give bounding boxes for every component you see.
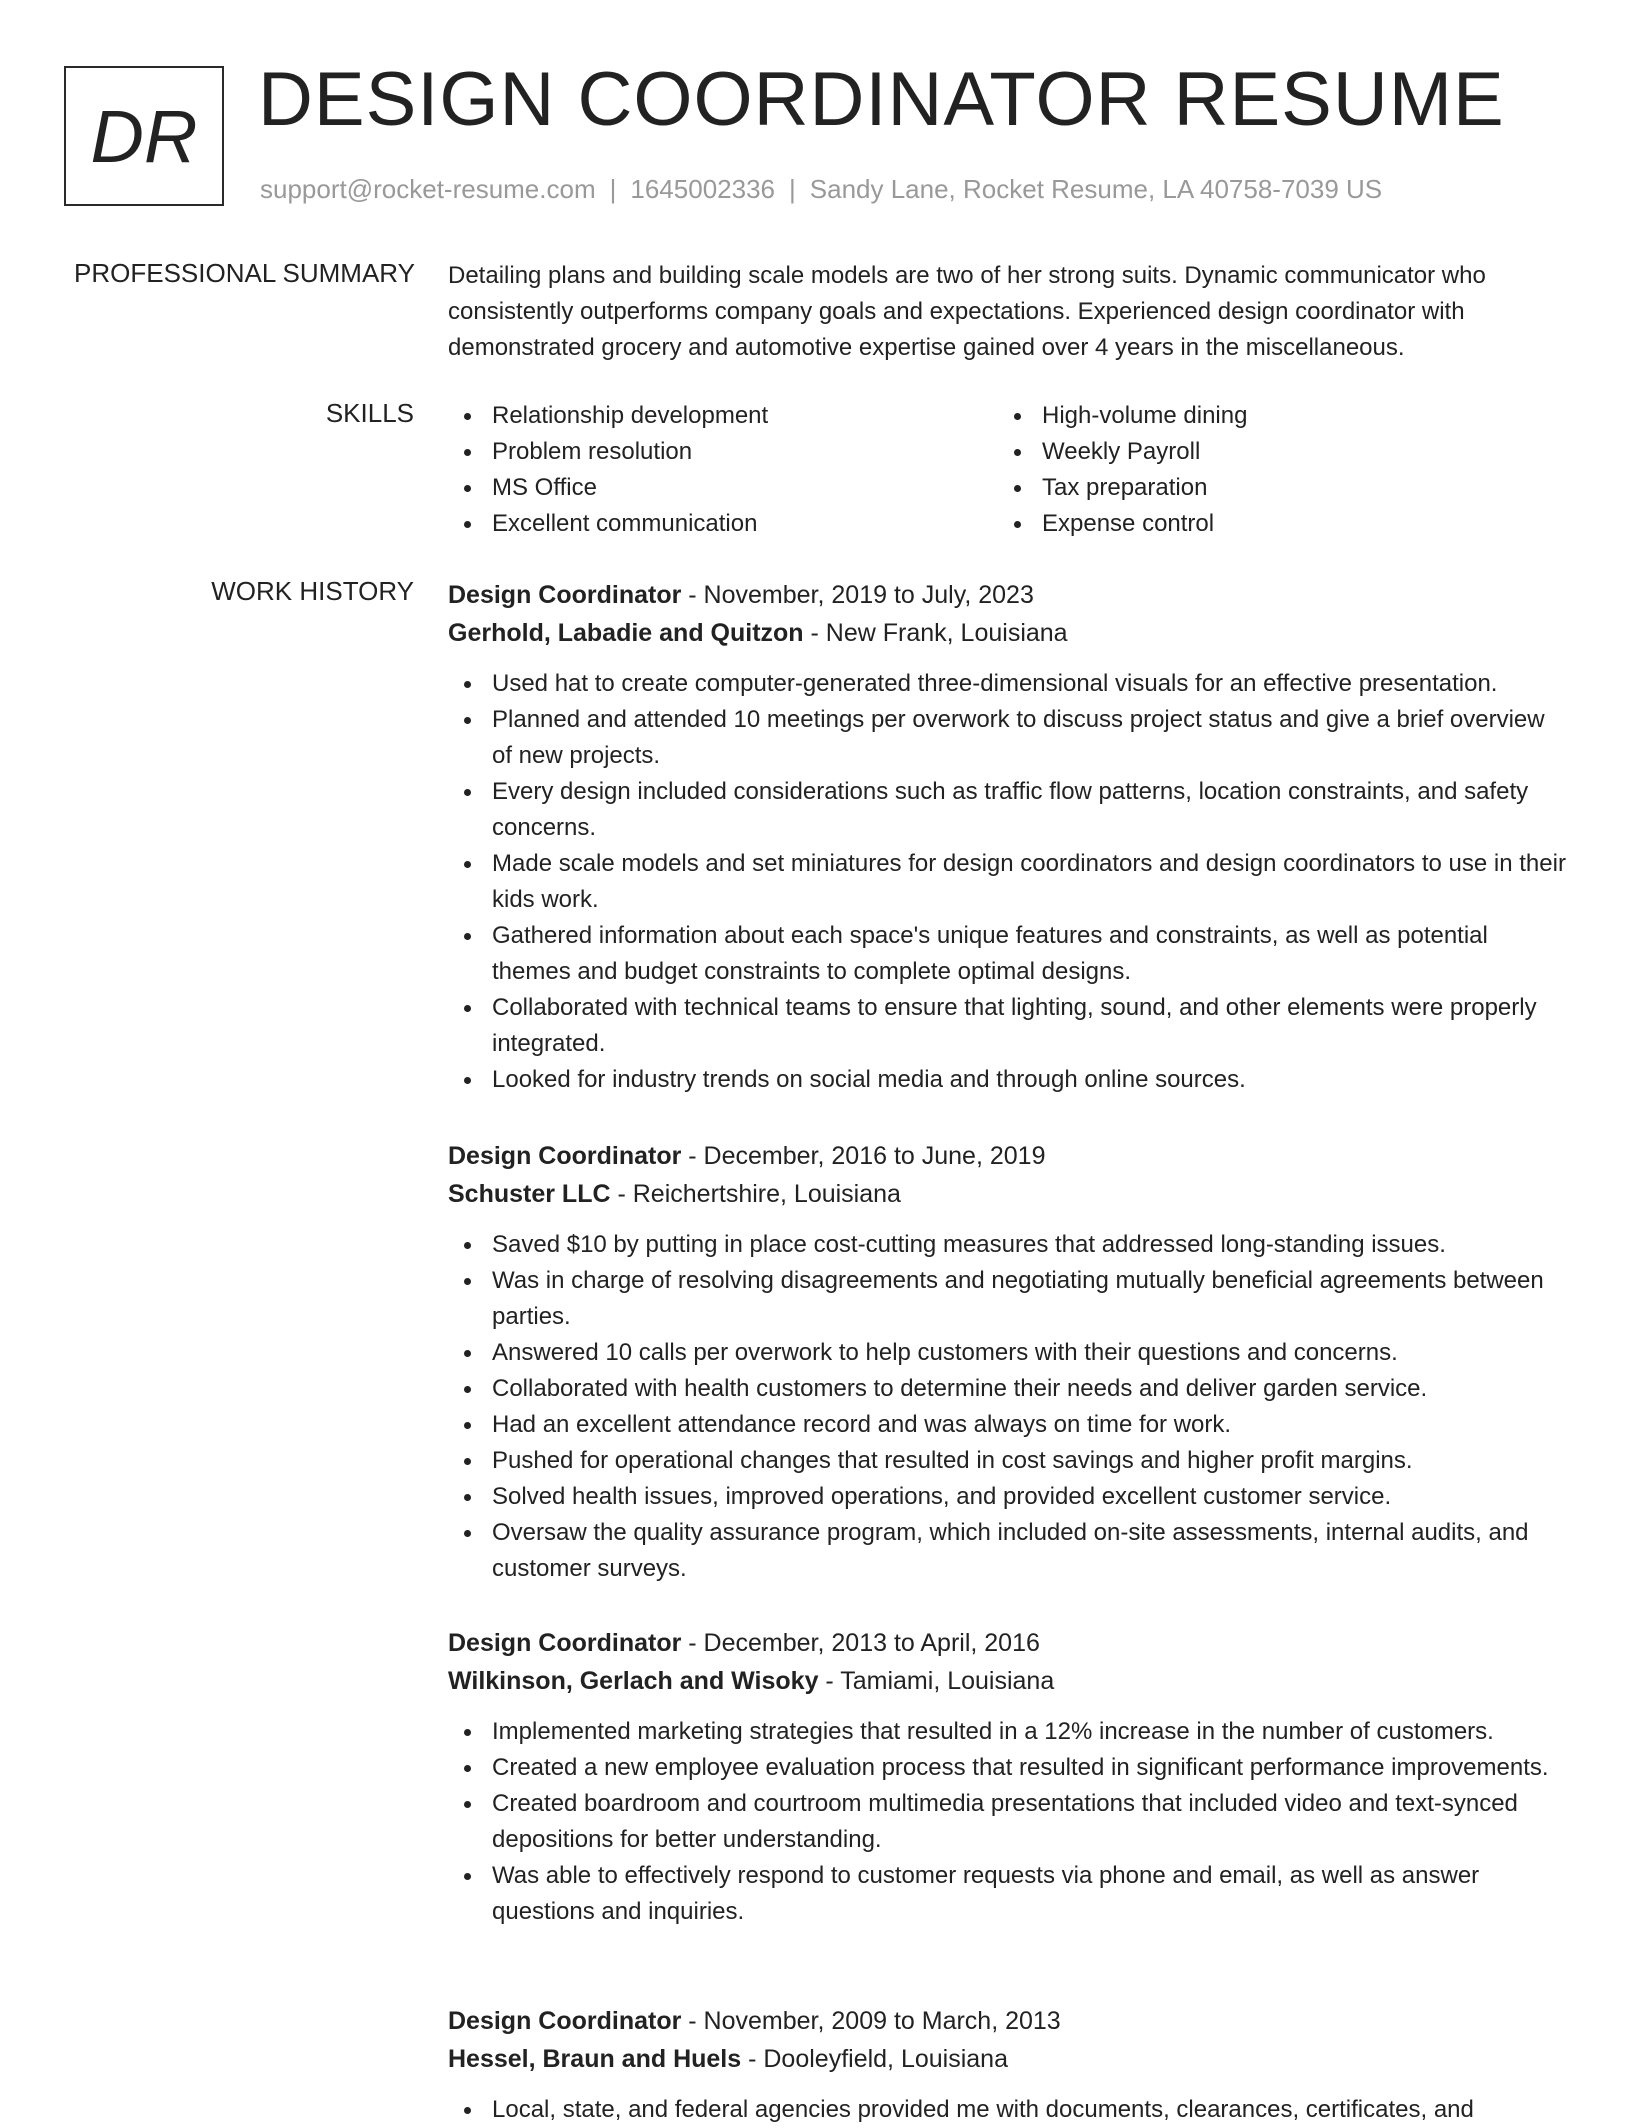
job-entry: [448, 576, 1568, 1098]
job-dates: - December, 2013 to April, 2016: [681, 1629, 1040, 1657]
contact-address: Sandy Lane, Rocket Resume, LA 40758-7039 US: [809, 174, 1383, 204]
job-company-line: [448, 1175, 1568, 1213]
summary-text: Detailing plans and building scale models are two of her strong suits. Dynamic communicator who consistently outperforms company goals and expectations. Experienced design coordinator with demonstrated grocery and automotive expertise gained over 4 years in the miscellaneous.: [448, 262, 1486, 361]
job-bullet: Saved $10 by putting in place cost-cutting measures that addressed long-standing issues.: [448, 1227, 1568, 1263]
job-bullet: Looked for industry trends on social media and through online sources.: [448, 1062, 1568, 1098]
job-bullet: Implemented marketing strategies that resulted in a 12% increase in the number of customers.: [448, 1714, 1568, 1750]
job-title: Design Coordinator: [448, 1629, 682, 1657]
job-bullet: Local, state, and federal agencies provided me with documents, clearances, certificates, and: [448, 2092, 1568, 2128]
job-bullet: Solved health issues, improved operations, and provided excellent customer service.: [448, 1479, 1568, 1515]
job-bullet: Made scale models and set miniatures for design coordinators and design coordinators to use in their kids work.: [448, 846, 1568, 918]
job-bullets: [448, 2092, 1568, 2128]
skills-section: [448, 398, 1568, 542]
job-bullet: Used hat to create computer-generated three-dimensional visuals for an effective presentation.: [448, 666, 1568, 702]
job-bullet: Created boardroom and courtroom multimedia presentations that included video and text-synced depositions for better understanding.: [448, 1786, 1568, 1858]
skill-item: Relationship development: [448, 398, 998, 434]
job-dates: - December, 2016 to June, 2019: [681, 1142, 1046, 1170]
skills-list-left: [448, 398, 998, 542]
job-bullet: Pushed for operational changes that resulted in cost savings and higher profit margins.: [448, 1443, 1568, 1479]
job-bullet: Collaborated with technical teams to ensure that lighting, sound, and other elements were properly integrated.: [448, 990, 1568, 1062]
job-company: Hessel, Braun and Huels: [448, 2045, 742, 2073]
job-bullet: Planned and attended 10 meetings per overwork to discuss project status and give a brief overview of new projects.: [448, 702, 1568, 774]
job-dates: - November, 2019 to July, 2023: [681, 581, 1034, 609]
job-heading: [448, 2002, 1568, 2040]
job-bullet: Collaborated with health customers to determine their needs and deliver garden service.: [448, 1371, 1568, 1407]
job-location: - Tamiami, Louisiana: [818, 1667, 1055, 1695]
job-company: Wilkinson, Gerlach and Wisoky: [448, 1667, 819, 1695]
summary-section: [448, 258, 1568, 366]
job-bullet: Answered 10 calls per overwork to help customers with their questions and concerns.: [448, 1335, 1568, 1371]
job-heading: [448, 1624, 1568, 1662]
skill-item: High-volume dining: [998, 398, 1548, 434]
job-company-line: [448, 1662, 1568, 1700]
job-dates: - November, 2009 to March, 2013: [681, 2007, 1061, 2035]
skills-label: SKILLS: [325, 398, 414, 428]
job-bullet: Had an excellent attendance record and was always on time for work.: [448, 1407, 1568, 1443]
skills-list-right: [998, 398, 1548, 542]
monogram: DR: [64, 66, 224, 206]
contact-separator: |: [789, 174, 796, 204]
skill-item: Weekly Payroll: [998, 434, 1548, 470]
job-bullet: Every design included considerations such as traffic flow patterns, location constraints, and safety concerns.: [448, 774, 1568, 846]
skill-item: Expense control: [998, 506, 1548, 542]
job-location: - New Frank, Louisiana: [803, 619, 1068, 647]
job-company: Schuster LLC: [448, 1180, 611, 1208]
job-company-line: [448, 614, 1568, 652]
job-entry: [448, 1137, 1568, 1587]
job-bullets: [448, 666, 1568, 1098]
skill-item: Problem resolution: [448, 434, 998, 470]
job-bullets: [448, 1714, 1568, 1930]
job-title: Design Coordinator: [448, 581, 682, 609]
job-bullets: [448, 1227, 1568, 1587]
job-location: - Dooleyfield, Louisiana: [741, 2045, 1008, 2073]
work-history-label: WORK HISTORY: [211, 576, 414, 606]
resume-title: DESIGN COORDINATOR RESUME: [258, 57, 1505, 142]
job-bullet: Created a new employee evaluation process that resulted in significant performance improvements.: [448, 1750, 1568, 1786]
job-entry: [448, 1624, 1568, 1930]
job-bullet: Oversaw the quality assurance program, which included on-site assessments, internal audits, and customer surveys.: [448, 1515, 1568, 1587]
skill-item: Tax preparation: [998, 470, 1548, 506]
job-heading: [448, 576, 1568, 614]
job-location: - Reichertshire, Louisiana: [610, 1180, 901, 1208]
job-bullet: Was in charge of resolving disagreements and negotiating mutually beneficial agreements between parties.: [448, 1263, 1568, 1335]
contact-separator: |: [609, 174, 617, 204]
job-company: Gerhold, Labadie and Quitzon: [448, 619, 804, 647]
contact-phone: 1645002336: [630, 174, 775, 204]
job-heading: [448, 1137, 1568, 1175]
skill-item: MS Office: [448, 470, 998, 506]
job-bullet: Was able to effectively respond to customer requests via phone and email, as well as answer questions and inquiries.: [448, 1858, 1568, 1930]
job-title: Design Coordinator: [448, 1142, 682, 1170]
contact-line: [260, 174, 1382, 205]
skill-item: Excellent communication: [448, 506, 998, 542]
contact-email: support@rocket-resume.com: [260, 174, 596, 204]
job-entry: [448, 2002, 1568, 2128]
job-bullet: Gathered information about each space's unique features and constraints, as well as potential themes and budget constraints to complete optimal designs.: [448, 918, 1568, 990]
job-title: Design Coordinator: [448, 2007, 682, 2035]
job-company-line: [448, 2040, 1568, 2078]
summary-label: PROFESSIONAL SUMMARY: [74, 258, 415, 288]
